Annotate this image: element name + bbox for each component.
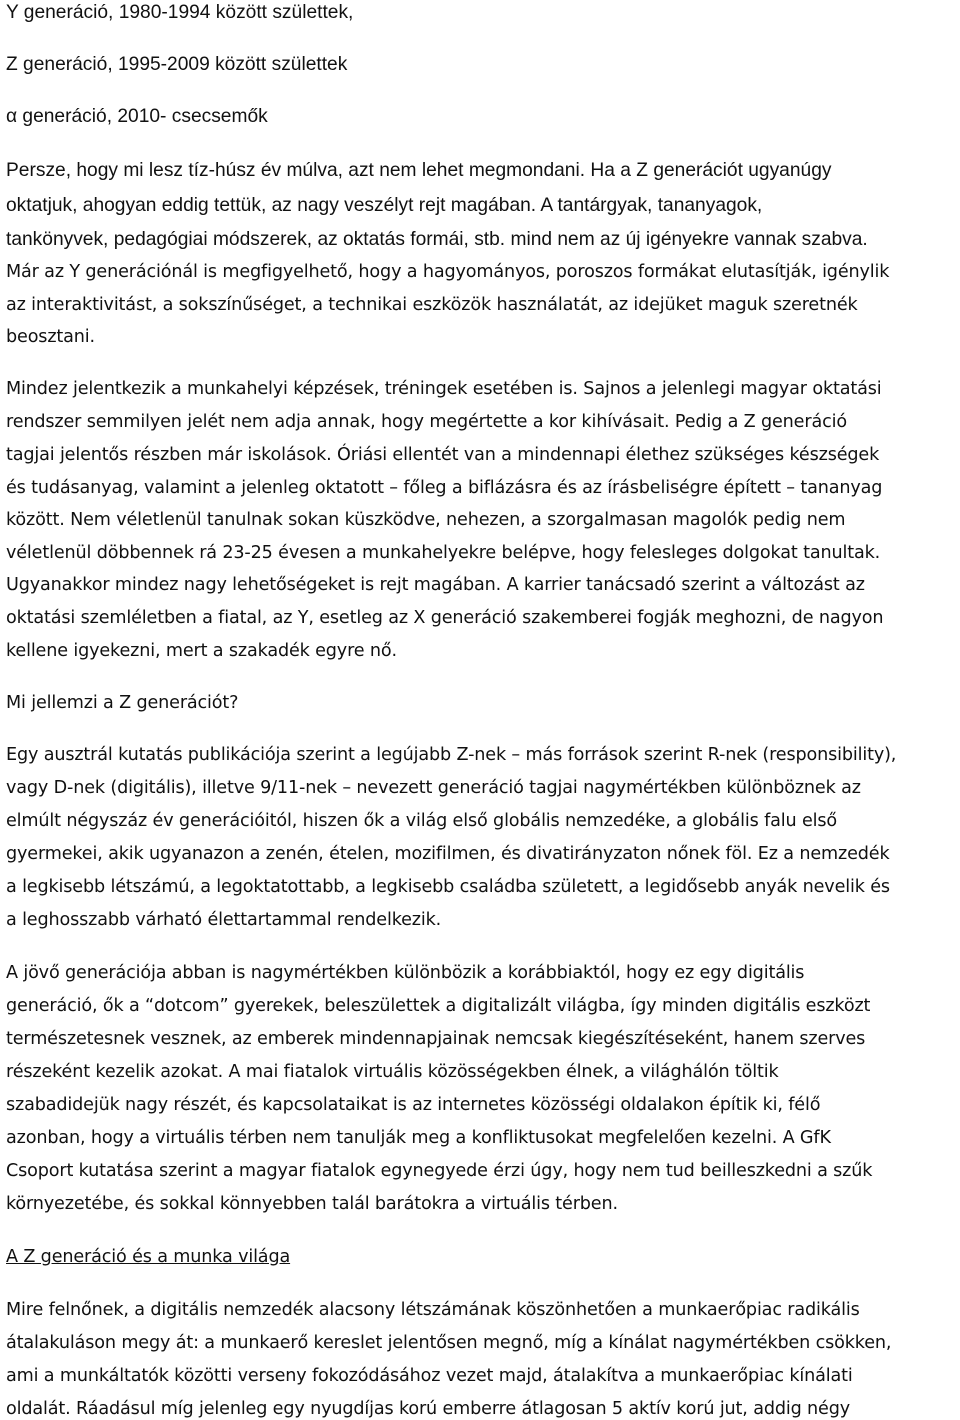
text-line xyxy=(6,607,883,629)
section-heading xyxy=(6,1246,290,1268)
text-line xyxy=(6,1398,850,1420)
text-segment: vagy D-nek (digitális), illetve 9/11-nek – nevezett generáció tagjai nagymértékben különböznek az xyxy=(6,778,861,798)
text-segment: között. Nem véletlenül tanulnak sokan küszködve, nehezen, a szorgalmasan magolók pedig nem xyxy=(6,510,846,530)
text-line xyxy=(6,444,879,466)
text-line xyxy=(6,1365,853,1387)
text-segment: Mi jellemzi a Z generációt? xyxy=(6,693,239,713)
text-line xyxy=(6,411,847,433)
text-segment: Ugyanakkor mindez nagy lehetőségeket is rejt magában. A karrier tanácsadó szerint a változást az xyxy=(6,575,865,595)
text-line xyxy=(6,261,889,283)
text-line xyxy=(6,160,831,182)
text-segment: oktatjuk, ahogyan eddig tettük, az nagy veszélyt rejt magában. A tantárgyak, tananyagok, xyxy=(6,195,763,216)
text-line xyxy=(6,509,845,531)
text-segment: Persze, hogy mi lesz tíz-húsz év múlva, azt nem lehet megmondani. Ha a Z generációt ugyanúgy xyxy=(6,160,832,181)
text-segment: oktatási szemléletben a fiatal, az Y, esetleg az X generáció szakemberei fogják meghozni, de nagyon xyxy=(6,608,884,628)
text-line xyxy=(6,229,868,251)
text-segment: környezetébe, és sokkal könnyebben talál barátokra a virtuális térben. xyxy=(6,1194,618,1214)
text-segment: a leghosszabb várható élettartammal rendelkezik. xyxy=(6,910,442,930)
text-segment: azonban, hogy a virtuális térben nem tanulják meg a konfliktusokat megfelelően kezelni. A GfK xyxy=(6,1128,831,1148)
text-line xyxy=(6,692,238,714)
text-segment: A jövő generációja abban is nagymértékben különbözik a korábbiaktól, hogy ez egy digitális xyxy=(6,963,805,983)
text-segment: és tudásanyag, valamint a jelenleg oktatott – főleg a biflázásra és az írásbeliségre épített – tananyag xyxy=(6,478,883,498)
text-segment: rendszer semmilyen jelét nem adja annak, hogy megértette a kor kihívásait. Pedig a Z generáció xyxy=(6,412,847,432)
text-line xyxy=(6,995,870,1017)
text-line xyxy=(6,2,353,24)
text-segment: generáció, ők a “dotcom” gyerekek, beleszülettek a digitalizált világba, így minden digitális eszközt xyxy=(6,996,871,1016)
text-line xyxy=(6,777,861,799)
text-line xyxy=(6,326,95,348)
text-segment: Y generáció, 1980-1994 között születtek, xyxy=(6,2,354,23)
text-line xyxy=(6,640,397,662)
text-line xyxy=(6,54,347,76)
text-segment: Egy ausztrál kutatás publikációja szerint a legújabb Z-nek – más források szerint R-nek (responsibility), xyxy=(6,745,897,765)
text-segment: az interaktivitást, a sokszínűséget, a technikai eszközök használatát, az idejüket maguk szeretnék xyxy=(6,295,858,315)
text-line xyxy=(6,542,880,564)
text-segment: Csoport kutatása szerint a magyar fiatalok egynegyede érzi úgy, hogy nem tud beilleszkedni a szűk xyxy=(6,1161,873,1181)
text-line xyxy=(6,1094,820,1116)
text-line xyxy=(6,744,896,766)
text-line xyxy=(6,1193,618,1215)
text-line xyxy=(6,477,882,499)
text-segment: kellene igyekezni, mert a szakadék egyre nő. xyxy=(6,641,397,661)
text-line xyxy=(6,195,762,217)
text-segment: tankönyvek, pedagógiai módszerek, az oktatás formái, stb. mind nem az új igényekre vannak szabva. xyxy=(6,229,868,250)
text-line xyxy=(6,574,865,596)
text-segment: A Z generáció és a munka világa xyxy=(6,1247,291,1267)
text-segment: oldalát. Ráadásul míg jelenleg egy nyugdíjas korú emberre átlagosan 5 aktív korú jut, addig négy xyxy=(6,1399,851,1419)
text-segment: ami a munkáltatók közötti verseny fokozódásához vezet majd, átalakítva a munkaerőpiac kínálati xyxy=(6,1366,853,1386)
text-line xyxy=(6,106,268,128)
text-line xyxy=(6,962,804,984)
text-line xyxy=(6,1061,779,1083)
text-line xyxy=(6,378,882,400)
text-segment: tagjai jelentős részben már iskolások. Óriási ellentét van a mindennapi élethez szükséges készségek xyxy=(6,445,880,465)
text-segment: gyermekei, akik ugyanazon a zenén, ételen, mozifilmen, és divatirányzaton nőnek föl. Ez a nemzedék xyxy=(6,844,890,864)
text-line xyxy=(6,1299,860,1321)
text-segment: Mire felnőnek, a digitális nemzedék alacsony létszámának köszönhetően a munkaerőpiac radikális xyxy=(6,1300,860,1320)
text-segment: átalakuláson megy át: a munkaerő kereslet jelentősen megnő, míg a kínálat nagymértékben csökken, xyxy=(6,1333,892,1353)
text-line xyxy=(6,1028,865,1050)
text-line xyxy=(6,1160,872,1182)
text-line xyxy=(6,843,890,865)
text-segment: részeként kezelik azokat. A mai fiatalok virtuális közösségekben élnek, a világhálón töltik xyxy=(6,1062,779,1082)
text-line xyxy=(6,1332,891,1354)
text-line xyxy=(6,909,441,931)
text-segment: α generáció, 2010- csecsemők xyxy=(6,106,268,127)
text-segment: elmúlt négyszáz év generációitól, hiszen ők a világ első globális nemzedéke, a globális falu első xyxy=(6,811,838,831)
text-segment: Már az Y generációnál is megfigyelhető, hogy a hagyományos, poroszos formákat elutasítják, igénylik xyxy=(6,262,890,282)
text-line xyxy=(6,1127,831,1149)
text-segment: beosztani. xyxy=(6,327,95,347)
text-line xyxy=(6,294,858,316)
text-segment: szabadidejük nagy részét, és kapcsolataikat is az internetes közösségi oldalakon építik ki, félő xyxy=(6,1095,821,1115)
text-line xyxy=(6,810,837,832)
text-segment: véletlenül döbbennek rá 23-25 évesen a munkahelyekre belépve, hogy felesleges dolgokat tanultak. xyxy=(6,543,881,563)
text-segment: természetesnek vesznek, az emberek mindennapjainak nemcsak kiegészítéseként, hanem szerves xyxy=(6,1029,866,1049)
text-line xyxy=(6,876,890,898)
text-segment: Z generáció, 1995-2009 között születtek xyxy=(6,54,348,75)
text-segment: a legkisebb létszámú, a legoktatottabb, a legkisebb családba született, a legidősebb anyák nevelik és xyxy=(6,877,890,897)
text-segment: Mindez jelentkezik a munkahelyi képzések, tréningek esetében is. Sajnos a jelenlegi magyar oktatási xyxy=(6,379,882,399)
